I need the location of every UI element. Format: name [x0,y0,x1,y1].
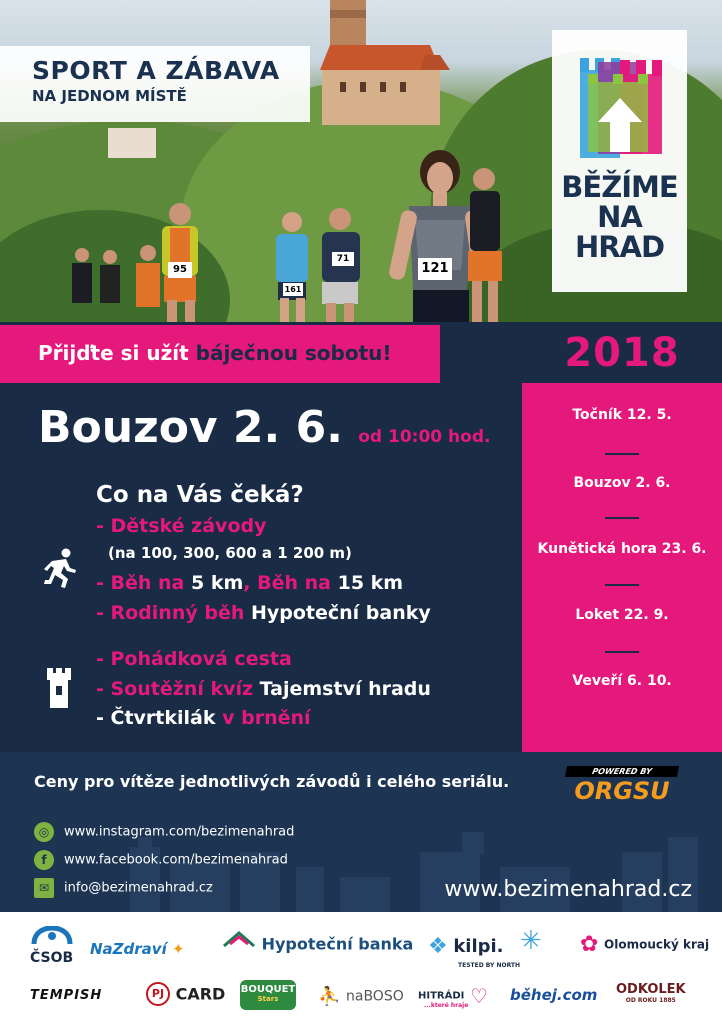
instagram-icon: ◎ [34,822,54,842]
event-item: Bouzov 2. 6. [573,475,671,491]
event-divider [605,453,639,455]
event-time: od 10:00 hod. [358,427,491,447]
event-item: Loket 22. 9. [575,607,669,623]
house-icon [222,930,256,958]
olomoucky-kraj-logo: ✿ Olomoucký kraj [580,932,710,957]
bouquet-logo: BOUQUET Stars [240,980,296,1010]
runner-small-icon: ⛹ [318,986,341,1007]
year-label: 2018 [564,330,680,376]
tagline-box [0,46,310,122]
event-calendar [522,383,722,753]
event-item: Točník 12. 5. [572,407,672,423]
runner-dark [302,205,372,330]
behej-logo: běhej.com [510,986,598,1004]
powered-by-label: POWERED BY [565,766,679,777]
chapel-image [108,128,156,158]
instagram-link[interactable]: ◎ www.instagram.com/bezimenahrad [34,822,294,842]
csob-icon [30,926,74,948]
email-icon: ✉ [34,878,54,898]
program-tale: - Pohádková cesta [96,648,292,670]
program-kids-detail: (na 100, 300, 600 a 1 200 m) [108,544,352,562]
facebook-link[interactable]: f www.facebook.com/bezimenahrad [34,850,288,870]
prizes-text: Ceny pro vítěze jednotlivých závodů i celého seriálu. [34,772,510,791]
odkolek-logo: ODKOLEK OD ROKU 1885 [616,982,686,1004]
hitradi-logo: HITRÁDI ♡ ...které hraje [418,984,488,1009]
banner-bar [0,325,440,383]
tagline-subtitle: NA JEDNOM MÍSTĚ [32,87,187,105]
facebook-icon: f [34,850,54,870]
banner-text: Přijďte si užít báječnou sobotu! [38,341,392,365]
event-headline: Bouzov 2. 6. od 10:00 hod. [38,402,491,453]
pj-card-logo: PJ CARD [146,982,225,1006]
castle-logo-icon [568,48,672,160]
bib-161: 161 [284,285,302,294]
naboso-logo: ⛹ naBOSO [318,986,404,1007]
powered-by-orgsu-logo [566,766,678,804]
event-divider [605,651,639,653]
event-item: Kunětická hora 23. 6. [537,541,707,557]
program-ctvrtkilak: - Čtvrtkilák v brnění [96,707,311,729]
kilpi-logo: ❖ kilpi. TESTED BY NORTH [428,934,521,969]
runner-icon [42,548,78,588]
nazdravi-logo: NaZdraví ✦ [90,940,185,958]
tempish-logo: TEMPISH [30,988,103,1003]
bezime-na-hrad-logo [552,30,687,292]
tower-icon [46,668,72,708]
program-kids: - Dětské závody [96,515,267,537]
event-item: Veveří 6. 10. [572,673,672,689]
footer-section [0,752,722,912]
program-title: Co na Vás čeká? [96,482,304,508]
email-link[interactable]: ✉ info@bezimenahrad.cz [34,878,213,898]
tagline-title: SPORT A ZÁBAVA [32,56,280,85]
runner-right [462,165,510,330]
castle-image [300,0,450,130]
logo-line1: BĚŽÍME [561,170,678,204]
bib-95: 95 [168,262,192,278]
program-family: - Rodinný běh Hypoteční banky [96,602,431,624]
website-link[interactable]: www.bezimenahrad.cz [444,877,692,902]
runners-background [60,245,170,325]
kilpi-icon: ❖ [428,934,448,959]
hypotecni-banka-logo: Hypoteční banka [222,930,413,958]
csob-logo: ČSOB [30,926,74,966]
deer-icon: ✳ [520,926,542,956]
sponsors-strip [0,912,722,1024]
bib-71: 71 [332,252,354,266]
program-runs: - Běh na 5 km, Běh na 15 km [96,572,404,594]
event-divider [605,517,639,519]
bib-121: 121 [418,258,452,280]
event-divider [605,584,639,586]
logo-line2: NA HRAD [574,200,665,264]
flower-icon: ✿ [580,932,599,957]
orgsu-brand: ORGSU [574,777,670,805]
heart-icon: ♡ [469,984,488,1008]
program-quiz: - Soutěžní kvíz Tajemství hradu [96,678,431,700]
